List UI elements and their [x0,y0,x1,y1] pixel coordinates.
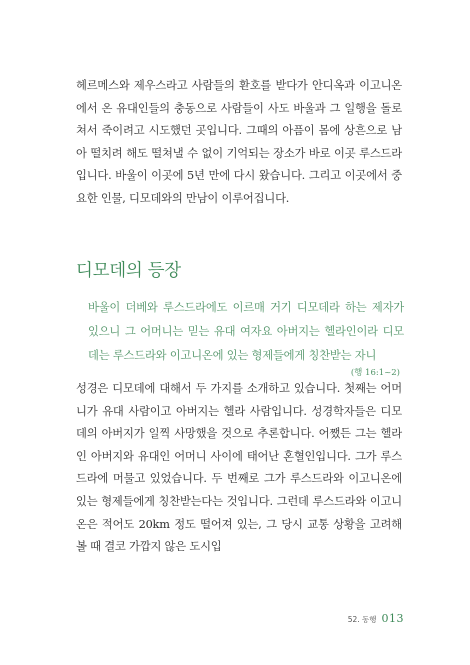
body-paragraph-bottom [76,378,402,559]
quote-source: (행 16:1~2) [350,368,400,378]
paragraph-text: 성경은 디모데에 대해서 두 가지를 소개하고 있습니다. 첫째는 어머니가 유대 사람이고 아버지는 헬라 사람입니다. 성경학자들은 디모데의 아버지가 일찍 사망했을 것으로 추론합니다. 어쨌든 그는 헬라인 아버지와 유대인 어머니 사이에 태어난 혼혈인입니다. 그가 루스드라에 머물고 있었습니다. 두 번째로 그가 루스드라와 이고니온에 있는 형제들에게 칭찬받는다는 것입니다. 그런데 루스드라와 이고니온은 적어도 20km 정도 떨어져 있는, 그 당시 교통 상황을 고려해 볼 때 결코 가깝지 않은 도시입 [76,382,402,554]
section-heading: 디모데의 등장 [76,261,181,281]
paragraph-text: 헤르메스와 제우스라고 사람들의 환호를 받다가 안디옥과 이고니온에서 온 유대인들의 충동으로 사람들이 사도 바울과 그 일행을 돌로 쳐서 죽이려고 시도했던 곳입니다. 그때의 아픔이 몸에 상흔으로 남아 떨치려 해도 떨쳐낼 수 없이 기억되는 장소가 바로 이곳 루스드라입니다. 바울이 이곳에 5년 만에 다시 왔습니다. 그리고 이곳에서 중요한 인물, 디모데와의 만남이 이루어집니다. [76,79,402,205]
chapter-label: 52. 동행 [347,615,377,624]
body-paragraph-top [76,75,402,211]
page-footer [348,612,404,625]
scripture-quote [88,296,404,378]
quote-text: 바울이 더베와 루스드라에도 이르매 거기 디모데라 하는 제자가 있으니 그 어머니는 믿는 유대 여자요 아버지는 헬라인이라 디모데는 루스드라와 이고니온에 있는 형제들에게 칭찬받는 자니 [88,301,404,362]
page-number: 013 [381,612,404,625]
